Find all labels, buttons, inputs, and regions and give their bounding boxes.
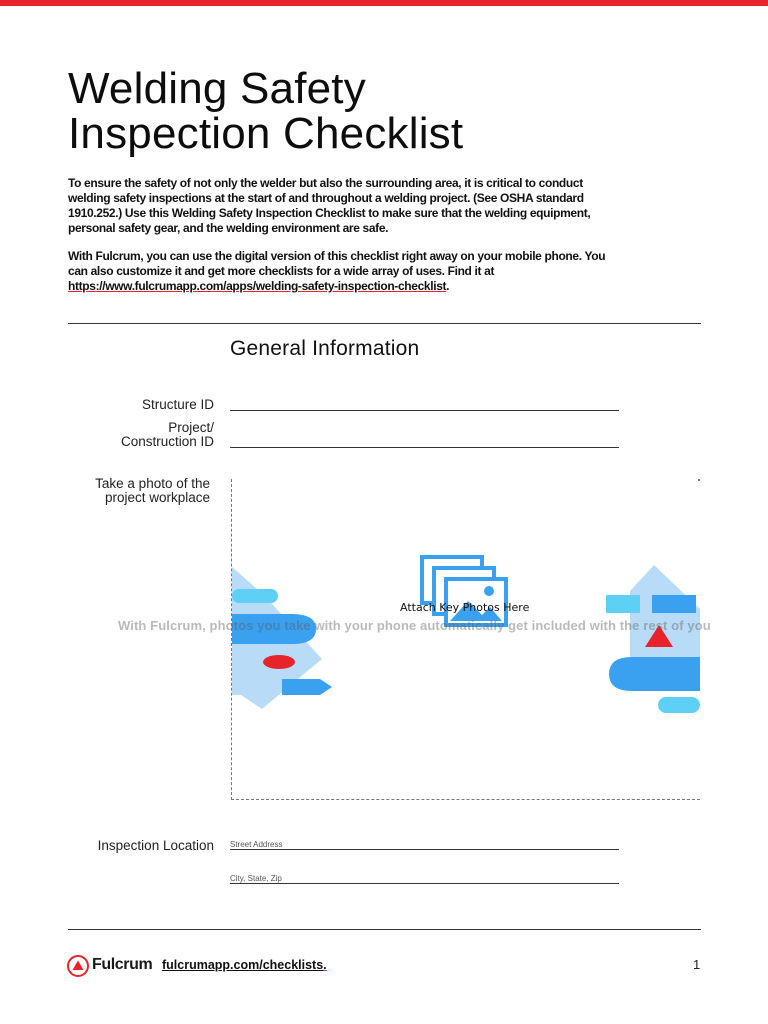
- right-illustration: [606, 565, 700, 713]
- structure-id-label: Structure ID: [141, 397, 214, 412]
- photo-attachment-area[interactable]: [231, 479, 700, 800]
- project-id-label-line-2: Construction ID: [120, 434, 214, 449]
- photo-label-line-2: project workplace: [104, 490, 210, 505]
- city-state-zip-field[interactable]: [230, 883, 619, 884]
- section-title: General Information: [230, 337, 420, 360]
- project-id-label: [0, 421, 214, 449]
- inspection-location-label: Inspection Location: [97, 838, 214, 853]
- street-address-hint: Street Address: [230, 840, 283, 849]
- section-divider-bottom: [68, 929, 701, 930]
- footer-checklists-link-wrapper: [162, 958, 327, 972]
- project-id-field[interactable]: [230, 447, 619, 448]
- footer-link-end: .: [323, 958, 327, 972]
- city-state-zip-hint: City, State, Zip: [230, 874, 282, 883]
- photos-watermark-text: With Fulcrum, photos you take with your phone automatically get included with the rest of you: [118, 618, 711, 633]
- photo-stack-icon: [422, 557, 506, 625]
- photo-illustration: [232, 479, 700, 799]
- page-number: 1: [693, 957, 701, 972]
- fulcrum-logo: [66, 954, 156, 978]
- project-id-label-line-1: Project/: [168, 420, 214, 435]
- photo-label: [0, 477, 210, 505]
- page-title: [68, 66, 708, 156]
- structure-id-field[interactable]: [230, 410, 619, 411]
- top-accent-bar: [0, 0, 768, 6]
- fulcrum-paragraph: [68, 249, 608, 294]
- fulcrum-logo-icon: [66, 954, 90, 978]
- street-address-field[interactable]: [230, 849, 619, 850]
- intro-paragraph: To ensure the safety of not only the welder but also the surrounding area, it is critical to conduct welding safety inspections at the start of and throughout a welding project. (See OSHA standard 1910.252.) Use this Welding Safety Inspection Checklist to make sure that the welding equipment, personal safety gear, and the welding environment are safe.: [68, 176, 591, 235]
- footer-checklists-link[interactable]: fulcrumapp.com/checklists: [162, 958, 324, 972]
- photo-box-corner-mark: [698, 479, 700, 481]
- fulcrum-paragraph-end: .: [446, 279, 450, 293]
- title-line-1: Welding Safety: [68, 64, 366, 113]
- title-line-2: Inspection Checklist: [68, 109, 464, 158]
- fulcrum-paragraph-text: With Fulcrum, you can use the digital version of this checklist right away on your mobile phone. You can also customize it and get more checklists for a wide array of uses. Find it at: [68, 249, 606, 278]
- left-illustration: [232, 567, 332, 709]
- section-divider-top: [68, 323, 701, 324]
- photo-label-line-1: Take a photo of the: [95, 476, 210, 491]
- attach-photos-label: Attach Key Photos Here: [400, 601, 530, 614]
- checklist-app-link[interactable]: https://www.fulcrumapp.com/apps/welding-safety-inspection-checklist: [68, 279, 447, 293]
- fulcrum-logo-text: Fulcrum: [92, 956, 153, 973]
